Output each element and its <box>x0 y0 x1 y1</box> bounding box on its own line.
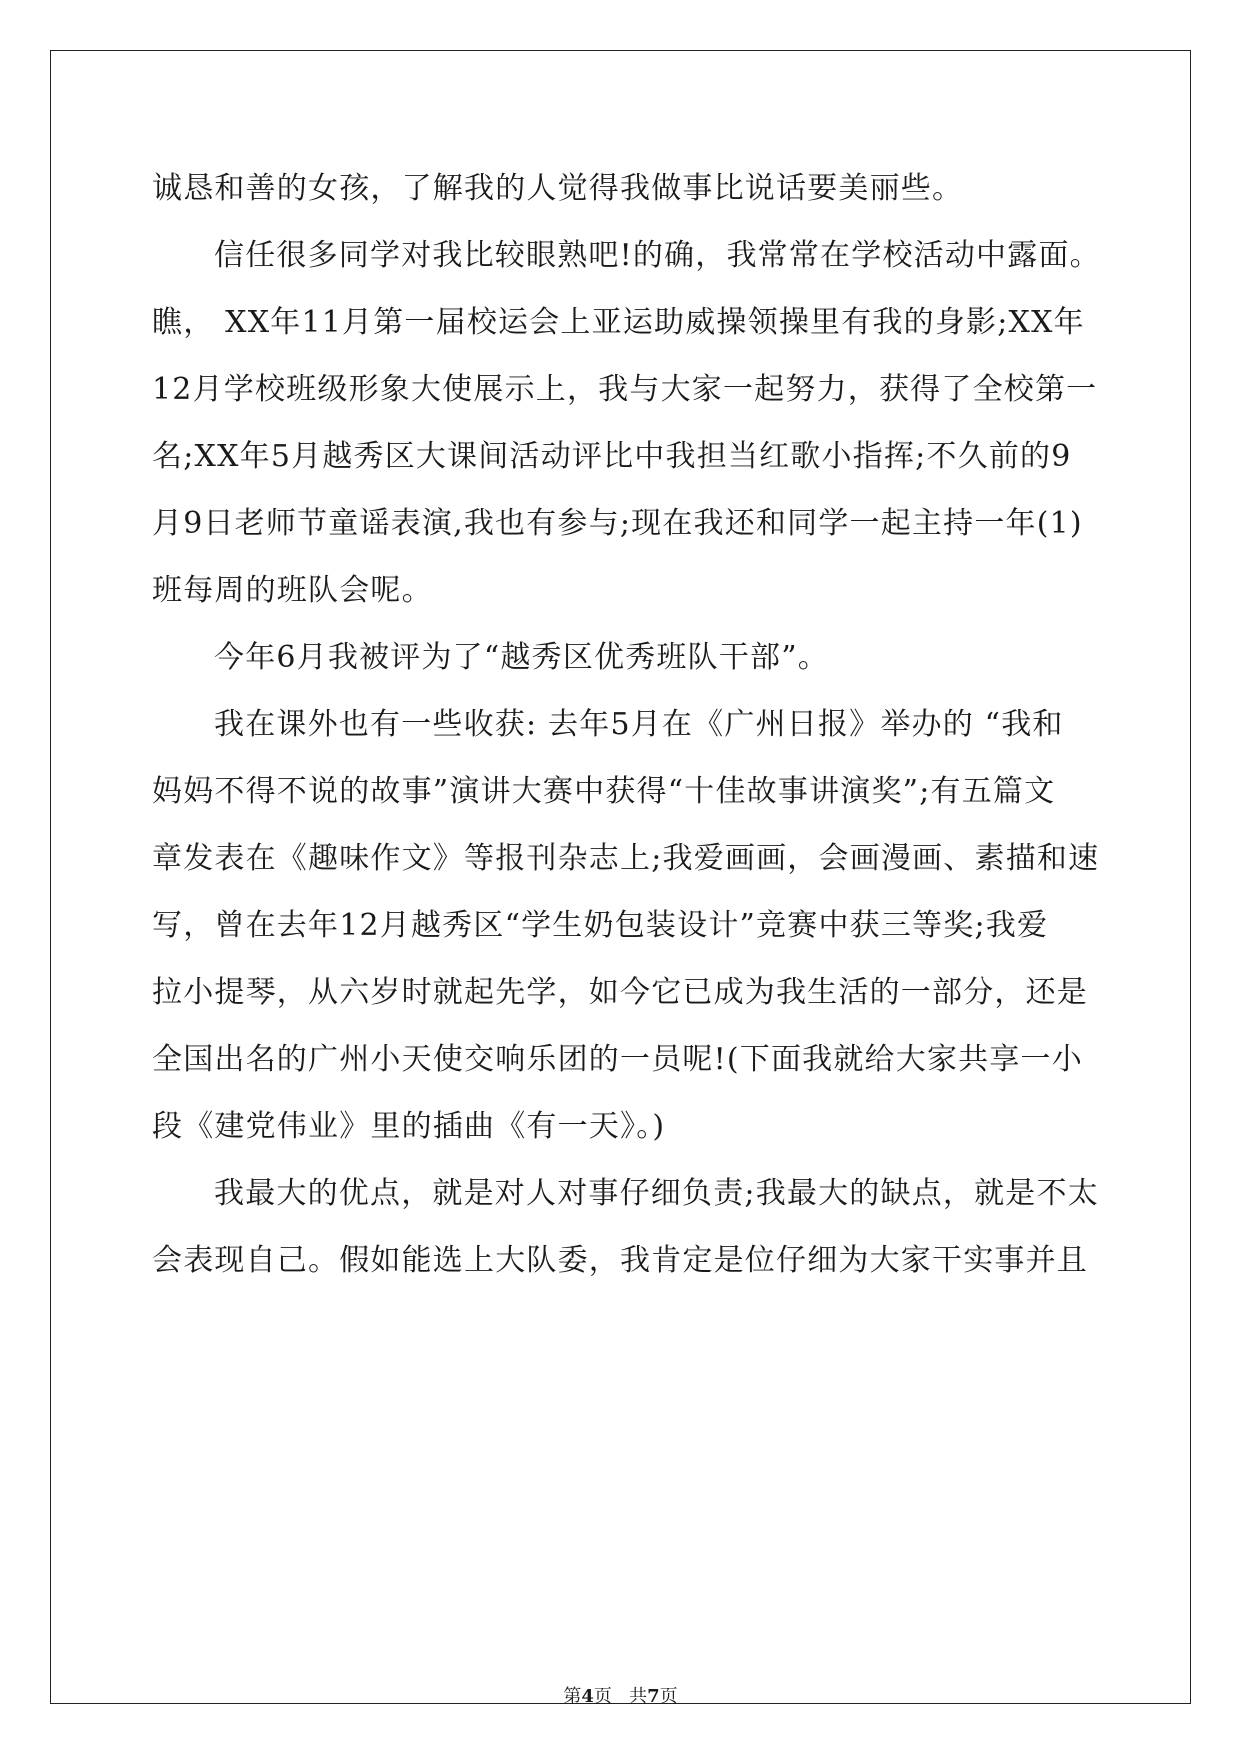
total-suffix: 页 <box>659 1686 678 1707</box>
text-line-16: 我最大的优点，就是对人对事仔细负责;我最大的缺点，就是不太 <box>214 1176 1099 1211</box>
text-line-12: 写，曾在去年12月越秀区“学生奶包装设计”竞赛中获三等奖;我爱 <box>152 908 1049 943</box>
text-line-8: 今年6月我被评为了“越秀区优秀班队干部”。 <box>214 640 829 675</box>
page-current: 4 <box>581 1686 594 1707</box>
text-line-14: 全国出名的广州小天使交响乐团的一员呢!(下面我就给大家共享一小 <box>152 1042 1083 1077</box>
text-line-6: 月9日老师节童谣表演,我也有参与;现在我还和同学一起主持一年(1) <box>152 506 1083 541</box>
text-line-7: 班每周的班队会呢。 <box>152 573 433 608</box>
text-line-10: 妈妈不得不说的故事”演讲大赛中获得“十佳故事讲演奖”;有五篇文 <box>152 774 1056 809</box>
text-line-1: 诚恳和善的女孩，了解我的人觉得我做事比说话要美丽些。 <box>152 171 964 206</box>
total-prefix: 共 <box>629 1686 648 1707</box>
text-line-2: 信任很多同学对我比较眼熟吧!的确，我常常在学校活动中露面。 <box>214 238 1101 273</box>
page-prefix: 第 <box>563 1686 582 1707</box>
text-line-13: 拉小提琴，从六岁时就起先学，如今它已成为我生活的一部分，还是 <box>152 975 1088 1010</box>
text-line-15: 段《建党伟业》里的插曲《有一天》。) <box>152 1109 666 1144</box>
text-line-11: 章发表在《趣味作文》等报刊杂志上;我爱画画，会画漫画、素描和速 <box>152 841 1100 876</box>
page-total: 7 <box>647 1686 660 1707</box>
text-line-5: 名;XX年5月越秀区大课间活动评比中我担当红歌小指挥;不久前的9 <box>152 439 1072 474</box>
text-line-3: 瞧， XX年11月第一届校运会上亚运助威操领操里有我的身影;XX年 <box>152 305 1085 340</box>
page-footer <box>0 1682 1241 1708</box>
text-line-9: 我在课外也有一些收获: 去年5月在《广州日报》举办的 “我和 <box>214 707 1064 742</box>
page-suffix: 页 <box>593 1686 612 1707</box>
text-line-17: 会表现自己。假如能选上大队委，我肯定是位仔细为大家干实事并且 <box>152 1243 1088 1278</box>
text-line-4: 12月学校班级形象大使展示上，我与大家一起努力，获得了全校第一 <box>152 372 1098 407</box>
document-body <box>152 155 1101 1294</box>
